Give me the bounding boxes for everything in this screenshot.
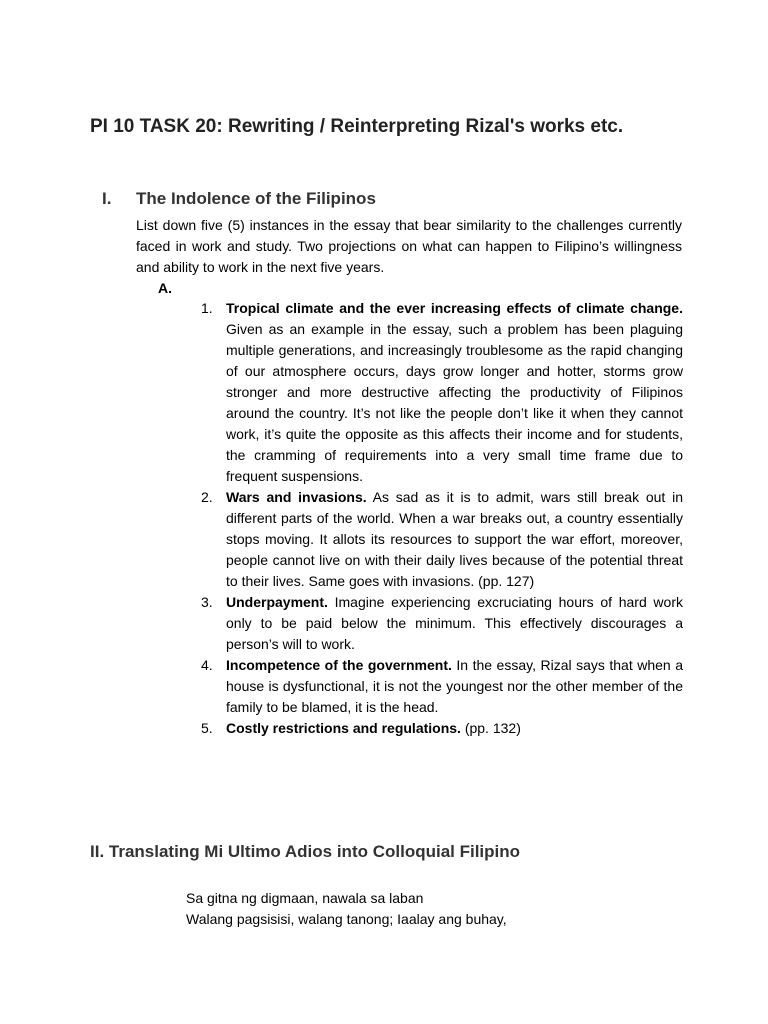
list-item-number: 2.: [201, 489, 213, 505]
section-intro-paragraph: List down five (5) instances in the essay that bear similarity to the challenges currently faced in work and study. Two projections on what can happen to Filipino’s willingness and ability to work in the next five years.: [136, 217, 682, 275]
list-item: [201, 298, 683, 487]
list-item-text: Imagine experiencing excruciating hours of hard work only to be paid below the minimum. This effectively discourages a person’s will to work.: [226, 594, 683, 652]
list-item-number: 1.: [201, 300, 213, 316]
list-item-text: (pp. 132): [460, 720, 521, 736]
translation-poem: [186, 888, 507, 930]
list-item: [201, 487, 683, 592]
poem-line: Walang pagsisisi, walang tanong; Iaalay ang buhay,: [186, 911, 507, 927]
list-item-heading: Tropical climate and the ever increasing effects of climate change.: [226, 300, 683, 316]
list-item: [201, 655, 683, 718]
list-item-heading: Wars and invasions.: [226, 489, 367, 505]
list-item-heading: Underpayment.: [226, 594, 328, 610]
list-item: [201, 592, 683, 655]
section-heading-2: II. Translating Mi Ultimo Adios into Colloquial Filipino: [90, 842, 521, 861]
list-item-heading: Incompetence of the government.: [226, 657, 452, 673]
sub-section-label: A.: [158, 280, 172, 296]
list-item-number: 5.: [201, 720, 213, 736]
list-item-number: 3.: [201, 594, 213, 610]
document-title: PI 10 TASK 20: Rewriting / Reinterpreting Rizal's works etc.: [90, 116, 624, 137]
list-item-number: 4.: [201, 657, 213, 673]
section-heading: The Indolence of the Filipinos: [136, 189, 376, 208]
instances-list: [201, 298, 683, 739]
list-item-heading: Costly restrictions and regulations.: [226, 720, 461, 736]
list-item-text: Given as an example in the essay, such a problem has been plaguing multiple generations, and increasingly troublesome as the rapid changing of our atmosphere occurs, days grow longer and hotter, storms grow stronger and more destructive affecting the productivity of Filipinos around the country. It’s not like the people don’t like it when they cannot work, it’s quite the opposite as this affects their income and for students, the cramming of requirements into a very small time frame due to frequent suspensions.: [226, 321, 683, 484]
list-item-text: As sad as it is to admit, wars still break out in different parts of the world. When a war breaks out, a country essentially stops moving. It allots its resources to support the war effort, moreover, people cannot live on with their daily lives because of the potential threat to their lives. Same goes with invasions. (pp. 127): [226, 489, 683, 589]
list-item: [201, 718, 683, 739]
section-number: I.: [102, 189, 112, 208]
poem-line: Sa gitna ng digmaan, nawala sa laban: [186, 890, 424, 906]
list-item-text: In the essay, Rizal says that when a house is dysfunctional, it is not the youngest nor the other member of the family to be blamed, it is the head.: [226, 657, 683, 715]
